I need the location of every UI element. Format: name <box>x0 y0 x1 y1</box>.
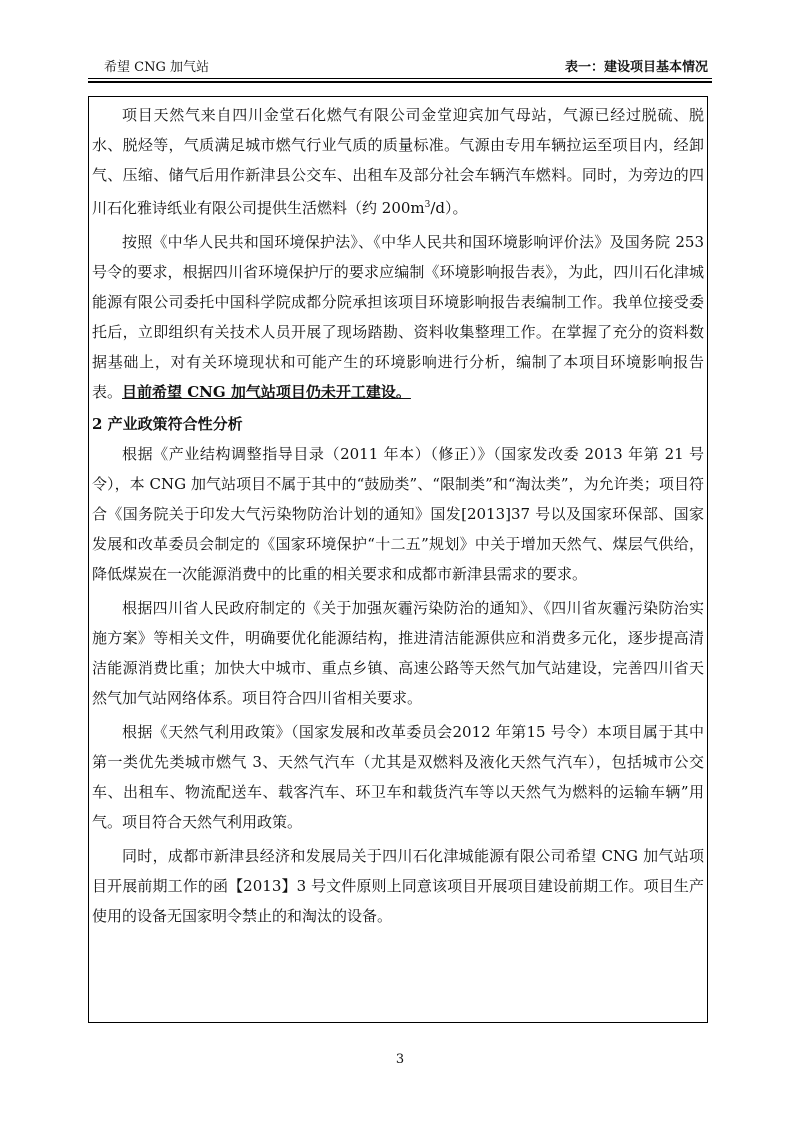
paragraph-gas-source <box>92 100 704 223</box>
paragraph-legal-basis <box>92 227 704 407</box>
superscript: 3 <box>424 200 431 210</box>
header-section-title: 表一：建设项目基本情况 <box>564 60 708 75</box>
content-frame <box>88 96 708 1023</box>
section-heading: 2 产业政策符合性分析 <box>92 415 243 433</box>
paragraph-text-end: /d）。 <box>430 199 468 217</box>
header-project-name: 希望 CNG 加气站 <box>104 60 209 75</box>
header-rule-thick <box>88 81 712 83</box>
paragraph-sichuan-policy: 根据四川省人民政府制定的《关于加强灰霾污染防治的通知》、《四川省灰霾污染防治实施方案》等相关文件，明确要优化能源结构，推进清洁能源供应和消费多元化，逐步提高清洁能源消费比重；加快大中城市、重点乡镇、高速公路等天然气加气站建设，完善四川省天然气加气站网络体系。项目符合四川省相关要求。 <box>92 599 704 707</box>
paragraph-industry-catalog: 根据《产业结构调整指导目录（2011 年本）（修正）》（国家发改委 2013 年第 21 号令），本 CNG 加气站项目不属于其中的“鼓励类”、“限制类”和“淘汰类”，为允许类；项目符合《国务院关于印发大气污染物防治计划的通知》国发[2013]37 号以及国家环保部、国家发展和改革委员会制定的《国家环境保护“十二五”规划》中关于增加天然气、煤层气供给，降低煤炭在一次能源消费中的比重的相关要求和成都市新津县需求的要求。 <box>92 445 704 583</box>
underlined-statement: 目前希望 CNG 加气站项目仍未开工建设。 <box>122 383 411 401</box>
paragraph-local-approval: 同时，成都市新津县经济和发展局关于四川石化津城能源有限公司希望 CNG 加气站项目开展前期工作的函【2013】3 号文件原则上同意该项目开展项目建设前期工作。项目生产使用的设备无国家明令禁止的和淘汰的设备。 <box>92 847 704 925</box>
header-rule <box>88 78 712 79</box>
page-number: 3 <box>395 1052 405 1067</box>
paragraph-text: 按照《中华人民共和国环境保护法》、《中华人民共和国环境影响评价法》及国务院 253 号令的要求，根据四川省环境保护厅的要求应编制《环境影响报告表》，为此，四川石化津城能源有限公司委托中国科学院成都分院承担该项目环境影响报告表编制工作。我单位接受委托后，立即组织有关技术人员开展了现场踏勘、资料收集整理工作。在掌握了充分的资料数据基础上，对有关环境现状和可能产生的环境影响进行分析，编制了本项目环境影响报告表。 <box>92 233 704 401</box>
paragraph-text: 项目天然气来自四川金堂石化燃气有限公司金堂迎宾加气母站，气源已经过脱硫、脱水、脱烃等，气质满足城市燃气行业气质的质量标准。气源由专用车辆拉运至项目内，经卸气、压缩、储气后用作新津县公交车、出租车及部分社会车辆汽车燃料。同时，为旁边的四川石化雅诗纸业有限公司提供生活燃料（约 200m <box>92 106 704 217</box>
paragraph-gas-utilization-policy: 根据《天然气利用政策》（国家发展和改革委员会2012 年第15 号令）本项目属于其中第一类优先类城市燃气 3、天然气汽车（尤其是双燃料及液化天然气汽车），包括城市公交车、出租车、物流配送车、载客汽车、环卫车和载货汽车等以天然气为燃料的运输车辆”用气。项目符合天然气利用政策。 <box>92 723 704 831</box>
